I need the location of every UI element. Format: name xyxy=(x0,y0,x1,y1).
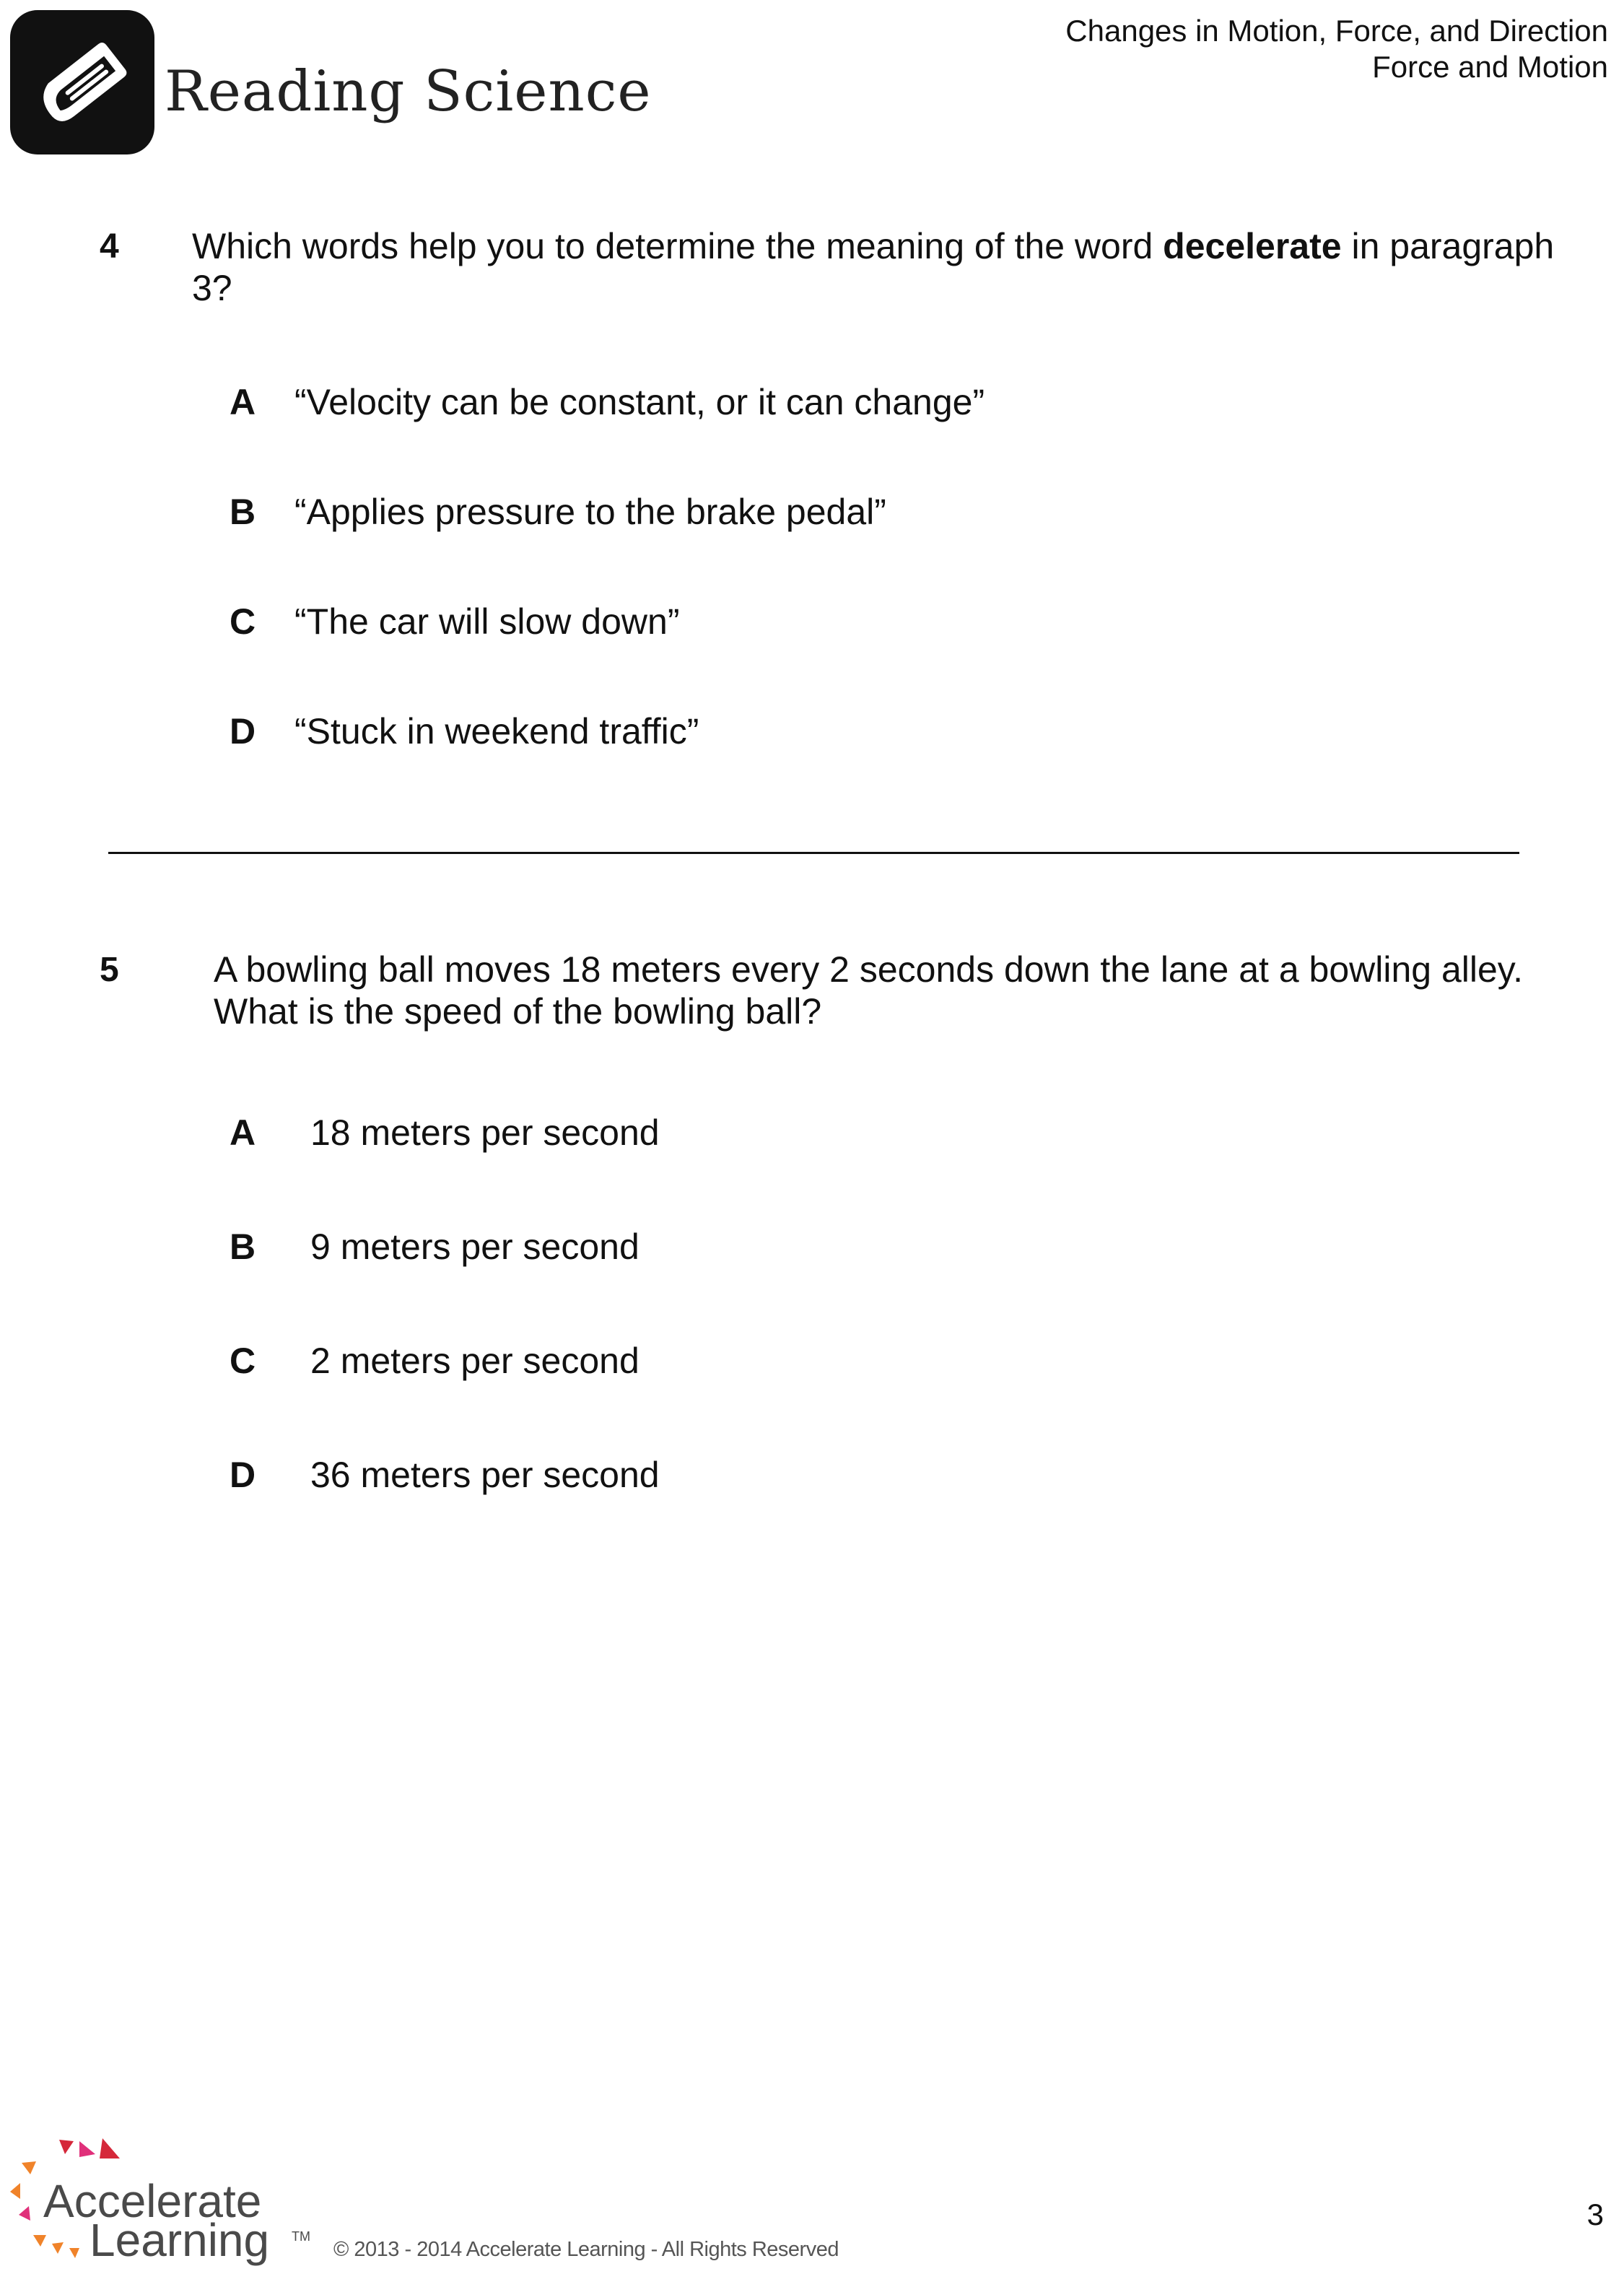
option-letter: D xyxy=(230,711,256,752)
question-4-text xyxy=(192,225,1578,309)
option-text: “Velocity can be constant, or it can change” xyxy=(294,382,985,422)
option-letter: B xyxy=(230,492,256,532)
question-5-option-c[interactable] xyxy=(230,1340,639,1382)
option-text: 36 meters per second xyxy=(310,1455,660,1495)
question-4-option-c[interactable] xyxy=(230,601,679,642)
document-heading xyxy=(1065,13,1608,85)
question-5-option-b[interactable] xyxy=(230,1226,639,1268)
question-4-option-b[interactable] xyxy=(230,491,886,533)
page-number: 3 xyxy=(1586,2197,1604,2231)
trademark-mark: TM xyxy=(292,2229,310,2244)
topic-title: Force and Motion xyxy=(1372,50,1608,84)
publisher-name-line1: Accelerate xyxy=(43,2175,262,2227)
option-letter: A xyxy=(230,382,256,422)
option-letter: C xyxy=(230,601,256,642)
vocabulary-word: decelerate xyxy=(1163,226,1342,266)
question-4-text-start: Which words help you to determine the meaning of the word xyxy=(192,226,1164,266)
question-5-number: 5 xyxy=(100,951,119,989)
question-5-option-d[interactable] xyxy=(230,1454,660,1496)
option-letter: D xyxy=(230,1455,256,1495)
option-text: “Stuck in weekend traffic” xyxy=(294,711,699,752)
option-letter: B xyxy=(230,1227,256,1267)
option-text: 9 meters per second xyxy=(310,1227,639,1267)
question-4-option-a[interactable] xyxy=(230,381,985,423)
question-4-text-end: in paragraph 3? xyxy=(192,226,1555,308)
option-text: 18 meters per second xyxy=(310,1112,660,1153)
question-4-option-d[interactable] xyxy=(230,710,699,752)
question-4-number: 4 xyxy=(100,227,119,266)
option-text: 2 meters per second xyxy=(310,1341,639,1381)
section-divider xyxy=(108,852,1519,854)
option-letter: C xyxy=(230,1341,256,1381)
brand-title: Reading Science xyxy=(165,59,652,124)
option-text: “Applies pressure to the brake pedal” xyxy=(294,492,886,532)
option-letter: A xyxy=(230,1112,256,1153)
option-text: “The car will slow down” xyxy=(294,601,680,642)
book-logo-icon xyxy=(10,10,154,154)
unit-title: Changes in Motion, Force, and Direction xyxy=(1065,14,1608,48)
copyright-notice: © 2013 - 2014 Accelerate Learning - All Rights Reserved xyxy=(333,2238,839,2261)
publisher-name-line2: Learning xyxy=(90,2214,270,2266)
question-5-option-a[interactable] xyxy=(230,1112,660,1154)
question-5-text: A bowling ball moves 18 meters every 2 seconds down the lane at a bowling alley. What is the speed of the bowling ball? xyxy=(214,949,1523,1032)
